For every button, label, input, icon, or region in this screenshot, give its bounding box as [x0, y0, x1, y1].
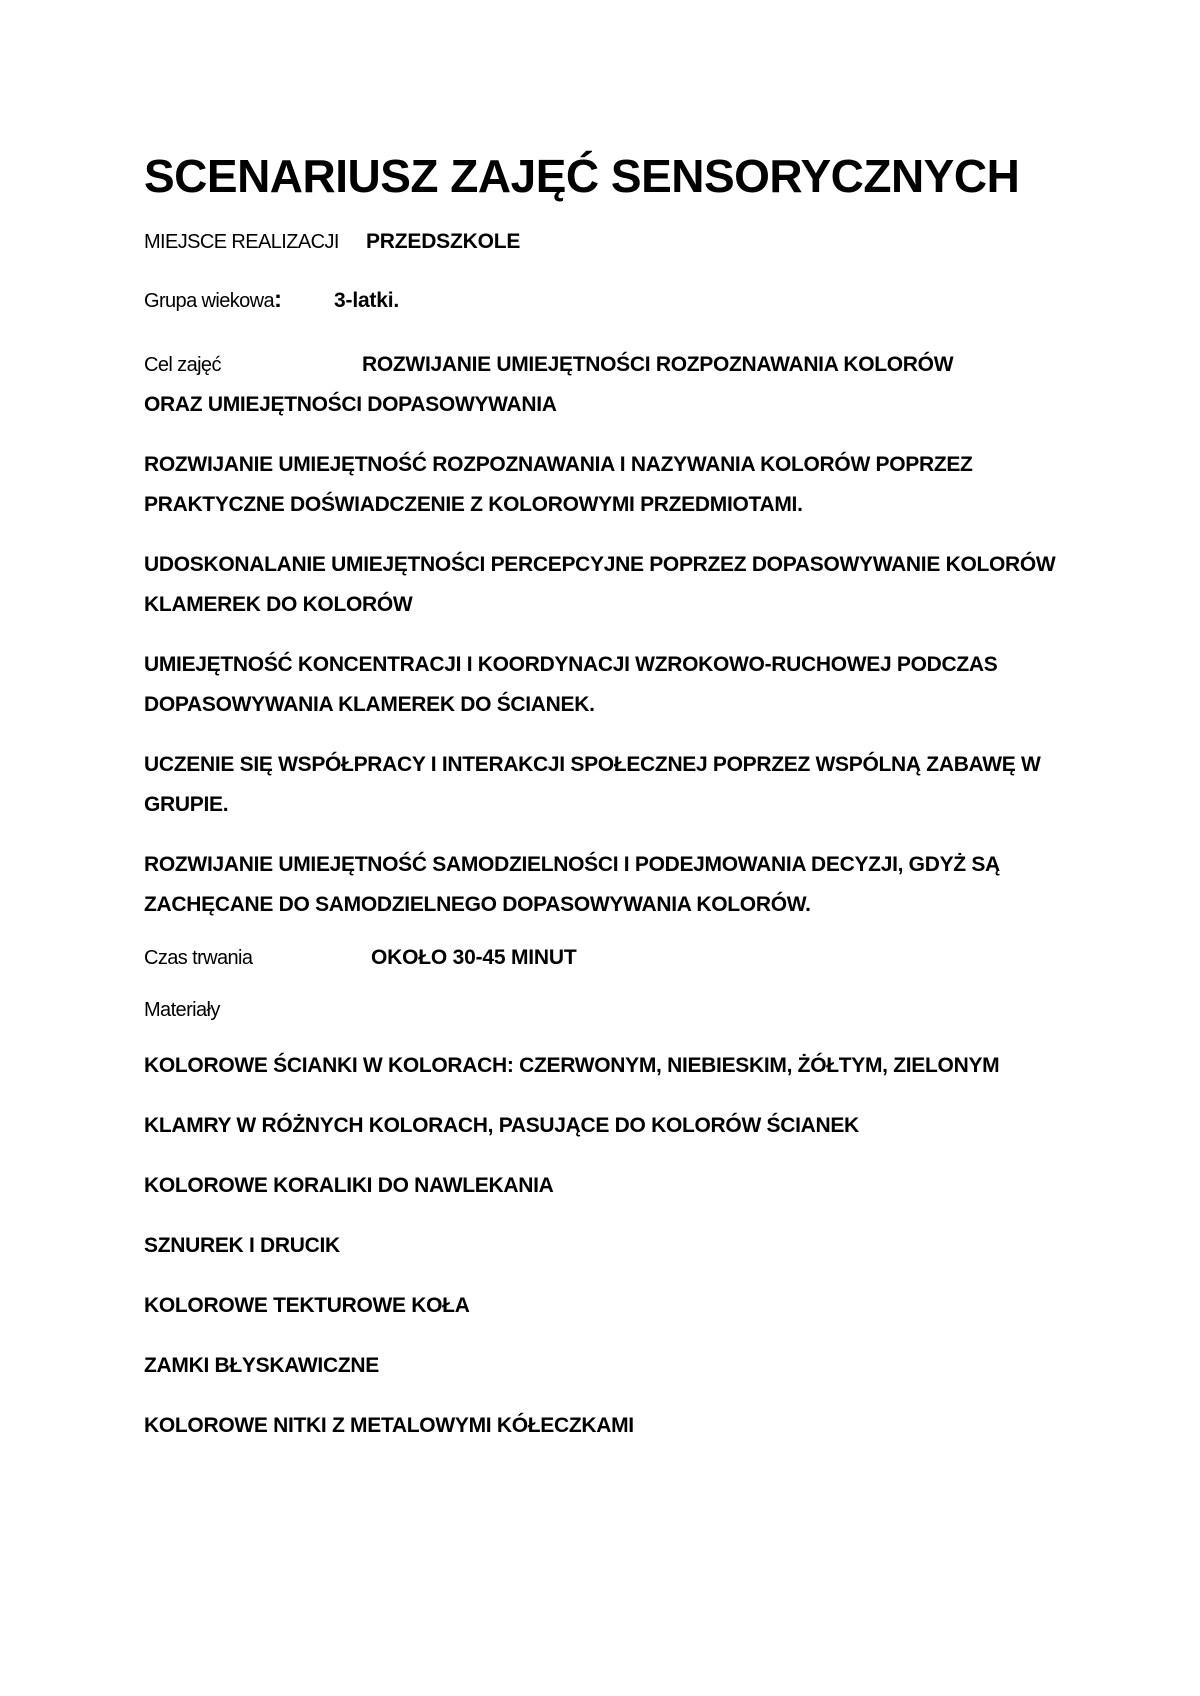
duration-label: Czas trwania — [144, 946, 253, 969]
goal-value-line1: ROZWIJANIE UMIEJĘTNOŚCI ROZPOZNAWANIA KOLORÓW — [362, 352, 954, 376]
place-value: PRZEDSZKOLE — [366, 229, 521, 253]
group-row — [144, 286, 1064, 315]
material-item: KOLOROWE TEKTUROWE KOŁA — [144, 1294, 470, 1318]
objective-2: UDOSKONALANIE UMIEJĘTNOŚCI PERCEPCYJNE POPRZEZ DOPASOWYWANIE KOLORÓW KLAMEREK DO KOLORÓW — [144, 552, 1056, 616]
group-label: Grupa wiekowa — [144, 290, 275, 313]
material-item: ZAMKI BŁYSKAWICZNE — [144, 1354, 379, 1378]
goal-row — [144, 345, 1064, 385]
objective-3: UMIEJĘTNOŚĆ KONCENTRACJI I KOORDYNACJI WZROKOWO-RUCHOWEJ PODCZAS DOPASOWYWANIA KLAMEREK DO ŚCIANEK. — [144, 652, 998, 716]
goal-label: Cel zajęć — [144, 353, 221, 376]
goal-value-line2: ORAZ UMIEJĘTNOŚCI DOPASOWYWANIA — [144, 392, 557, 416]
material-item: KOLOROWE KORALIKI DO NAWLEKANIA — [144, 1174, 554, 1198]
duration-value: OKOŁO 30-45 MINUT — [371, 945, 577, 969]
objective-5: ROZWIJANIE UMIEJĘTNOŚĆ SAMODZIELNOŚCI I PODEJMOWANIA DECYZJI, GDYŻ SĄ ZACHĘCANE DO SAMODZIELNEGO DOPASOWYWANIA KOLORÓW. — [144, 852, 1000, 916]
document-body — [144, 150, 1064, 1466]
material-item: KOLOROWE ŚCIANKI W KOLORACH: CZERWONYM, NIEBIESKIM, ŻÓŁTYM, ZIELONYM — [144, 1054, 1000, 1078]
group-colon: : — [274, 286, 283, 314]
place-row — [144, 229, 1064, 254]
material-item: KOLOROWE NITKI Z METALOWYMI KÓŁECZKAMI — [144, 1414, 634, 1438]
duration-row — [144, 945, 1064, 970]
objective-4: UCZENIE SIĘ WSPÓŁPRACY I INTERAKCJI SPOŁECZNEJ POPRZEZ WSPÓLNĄ ZABAWĘ W GRUPIE. — [144, 752, 1041, 816]
material-item: KLAMRY W RÓŻNYCH KOLORACH, PASUJĄCE DO KOLORÓW ŚCIANEK — [144, 1114, 859, 1138]
place-label: MIEJSCE REALIZACJI — [144, 230, 339, 253]
material-item: SZNUREK I DRUCIK — [144, 1234, 340, 1258]
objective-1: ROZWIJANIE UMIEJĘTNOŚĆ ROZPOZNAWANIA I NAZYWANIA KOLORÓW POPRZEZ PRAKTYCZNE DOŚWIADCZENIE Z KOLOROWYMI PRZEDMIOTAMI. — [144, 452, 973, 516]
document-title: SCENARIUSZ ZAJĘĆ SENSORYCZNYCH — [144, 150, 1020, 202]
materials-label: Materiały — [144, 999, 220, 1022]
goal-block — [144, 345, 1064, 425]
group-value: 3-latki. — [334, 289, 399, 313]
